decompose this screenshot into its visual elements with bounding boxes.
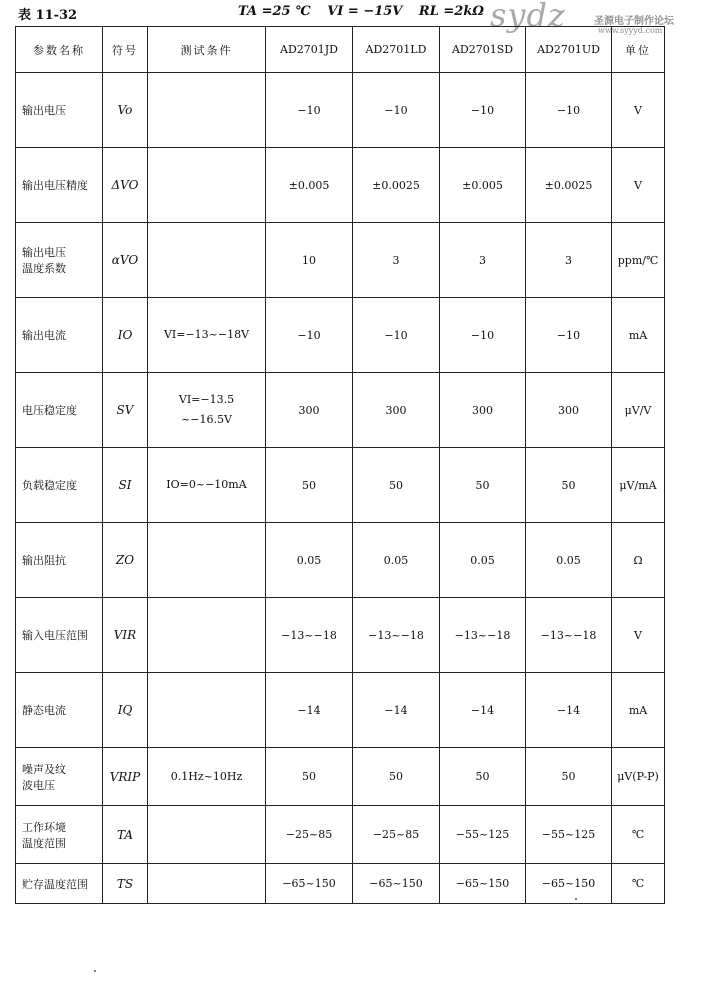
value-cell: −13~−18 (353, 598, 440, 673)
value-cell: 300 (266, 373, 353, 448)
value-cell: 50 (353, 748, 440, 806)
test-condition-line: 0.1Hz~10Hz (170, 769, 243, 783)
param-name (16, 373, 103, 448)
condition-vi: VI = −15V (327, 4, 403, 19)
param-name-line: 输出阻抗 (22, 554, 66, 567)
value-cell: −14 (266, 673, 353, 748)
condition-rl: RL =2kΩ (418, 4, 484, 19)
value-cell: −14 (353, 673, 440, 748)
param-name-line: 温度系数 (22, 262, 66, 275)
test-condition (148, 806, 266, 864)
table-row (16, 748, 665, 806)
value-cell: −10 (440, 298, 526, 373)
symbol: αVO (103, 223, 148, 298)
test-condition (148, 373, 266, 448)
table-row (16, 673, 665, 748)
value-cell: ±0.0025 (353, 148, 440, 223)
unit: Ω (612, 523, 665, 598)
symbol: TA (103, 806, 148, 864)
test-condition (148, 864, 266, 904)
value-cell: 50 (353, 448, 440, 523)
value-cell: 0.05 (353, 523, 440, 598)
scan-dot (94, 970, 96, 972)
param-name (16, 298, 103, 373)
table-row (16, 73, 665, 148)
symbol: SI (103, 448, 148, 523)
table-caption (18, 4, 498, 22)
value-cell: ±0.0025 (526, 148, 612, 223)
table-row (16, 223, 665, 298)
test-condition-line: ~−16.5V (181, 413, 232, 426)
value-cell: ±0.005 (266, 148, 353, 223)
table-row (16, 448, 665, 523)
table-row (16, 373, 665, 448)
symbol: IQ (103, 673, 148, 748)
param-name-line: 静态电流 (22, 704, 66, 717)
unit: ppm/℃ (612, 223, 665, 298)
param-name (16, 748, 103, 806)
param-name (16, 673, 103, 748)
value-cell: −10 (526, 298, 612, 373)
value-cell: −14 (526, 673, 612, 748)
value-cell: −10 (266, 73, 353, 148)
value-cell: −14 (440, 673, 526, 748)
spec-table (15, 26, 665, 904)
value-cell: 3 (440, 223, 526, 298)
value-cell: 50 (440, 748, 526, 806)
value-cell: 50 (440, 448, 526, 523)
header-model-ud: AD2701UD (526, 27, 612, 73)
unit: V (612, 148, 665, 223)
test-condition (148, 448, 266, 523)
test-condition (148, 298, 266, 373)
condition-ta: TA =25 ℃ (238, 4, 311, 19)
test-condition (148, 148, 266, 223)
value-cell: −65~150 (526, 864, 612, 904)
header-symbol: 符号 (103, 27, 148, 73)
value-cell: −10 (353, 298, 440, 373)
value-cell: ±0.005 (440, 148, 526, 223)
param-name-line: 噪声及纹 (22, 762, 66, 776)
test-condition (148, 523, 266, 598)
value-cell: −55~125 (440, 806, 526, 864)
value-cell: 50 (526, 448, 612, 523)
param-name-line: 波电压 (22, 778, 55, 792)
value-cell: 0.05 (440, 523, 526, 598)
value-cell: 10 (266, 223, 353, 298)
value-cell: 3 (353, 223, 440, 298)
param-name (16, 598, 103, 673)
value-cell: −13~−18 (526, 598, 612, 673)
test-conditions (238, 4, 496, 19)
value-cell: 0.05 (266, 523, 353, 598)
value-cell: −13~−18 (266, 598, 353, 673)
watermark-url: www.syyyd.com (598, 26, 663, 35)
value-cell: −55~125 (526, 806, 612, 864)
symbol: TS (103, 864, 148, 904)
symbol: ΔVO (103, 148, 148, 223)
unit: μV/V (612, 373, 665, 448)
value-cell: −25~85 (266, 806, 353, 864)
header-model-jd: AD2701JD (266, 27, 353, 73)
test-condition (148, 748, 266, 806)
value-cell: 0.05 (526, 523, 612, 598)
value-cell: −13~−18 (440, 598, 526, 673)
table-row (16, 523, 665, 598)
symbol: SV (103, 373, 148, 448)
header-param: 参数名称 (16, 27, 103, 73)
symbol: VIR (103, 598, 148, 673)
value-cell: −10 (526, 73, 612, 148)
test-condition (148, 598, 266, 673)
param-name-line: 输出电压精度 (22, 179, 88, 192)
test-condition-line: IO=0~−10mA (166, 478, 247, 491)
param-name-line: 温度范围 (22, 836, 66, 850)
table-row (16, 806, 665, 864)
value-cell: −10 (353, 73, 440, 148)
scan-dot (575, 898, 577, 900)
header-unit: 单位 (612, 27, 665, 73)
symbol: ZO (103, 523, 148, 598)
table-row (16, 864, 665, 904)
param-name-line: 电压稳定度 (22, 404, 77, 417)
header-row (16, 27, 665, 73)
value-cell: 50 (266, 448, 353, 523)
unit: V (612, 73, 665, 148)
param-name (16, 223, 103, 298)
value-cell: 300 (526, 373, 612, 448)
watermark-logo: sydz (490, 0, 566, 34)
param-name (16, 148, 103, 223)
value-cell: −65~150 (353, 864, 440, 904)
value-cell: −10 (266, 298, 353, 373)
param-name (16, 448, 103, 523)
param-name-line: 输入电压范围 (22, 629, 88, 642)
unit: mA (612, 673, 665, 748)
watermark-name: 圣源电子制作论坛 (594, 16, 674, 27)
test-condition (148, 73, 266, 148)
unit: ℃ (612, 864, 665, 904)
unit: mA (612, 298, 665, 373)
table-number: 表 11-32 (18, 8, 78, 23)
param-name (16, 864, 103, 904)
unit: μV/mA (612, 448, 665, 523)
test-condition (148, 673, 266, 748)
test-condition-line: VI=−13~−18V (163, 328, 250, 341)
value-cell: 50 (526, 748, 612, 806)
table-row (16, 598, 665, 673)
header-model-ld: AD2701LD (353, 27, 440, 73)
value-cell: −65~150 (440, 864, 526, 904)
value-cell: 3 (526, 223, 612, 298)
param-name-line: 输出电压 (22, 104, 66, 117)
header-condition: 测试条件 (148, 27, 266, 73)
value-cell: −10 (440, 73, 526, 148)
value-cell: 300 (353, 373, 440, 448)
unit: V (612, 598, 665, 673)
param-name-line: 贮存温度范围 (22, 877, 88, 891)
test-condition (148, 223, 266, 298)
unit: μV(P-P) (612, 748, 665, 806)
unit: ℃ (612, 806, 665, 864)
table-row (16, 298, 665, 373)
symbol: VRIP (103, 748, 148, 806)
table-row (16, 148, 665, 223)
param-name-line: 工作环境 (22, 820, 66, 834)
param-name-line: 输出电流 (22, 329, 66, 342)
param-name (16, 73, 103, 148)
param-name (16, 806, 103, 864)
value-cell: 50 (266, 748, 353, 806)
header-model-sd: AD2701SD (440, 27, 526, 73)
value-cell: −65~150 (266, 864, 353, 904)
param-name-line: 负载稳定度 (22, 479, 77, 492)
test-condition-line: VI=−13.5 (178, 393, 235, 406)
value-cell: 300 (440, 373, 526, 448)
param-name (16, 523, 103, 598)
symbol: Vo (103, 73, 148, 148)
symbol: IO (103, 298, 148, 373)
param-name-line: 输出电压 (22, 246, 66, 259)
value-cell: −25~85 (353, 806, 440, 864)
